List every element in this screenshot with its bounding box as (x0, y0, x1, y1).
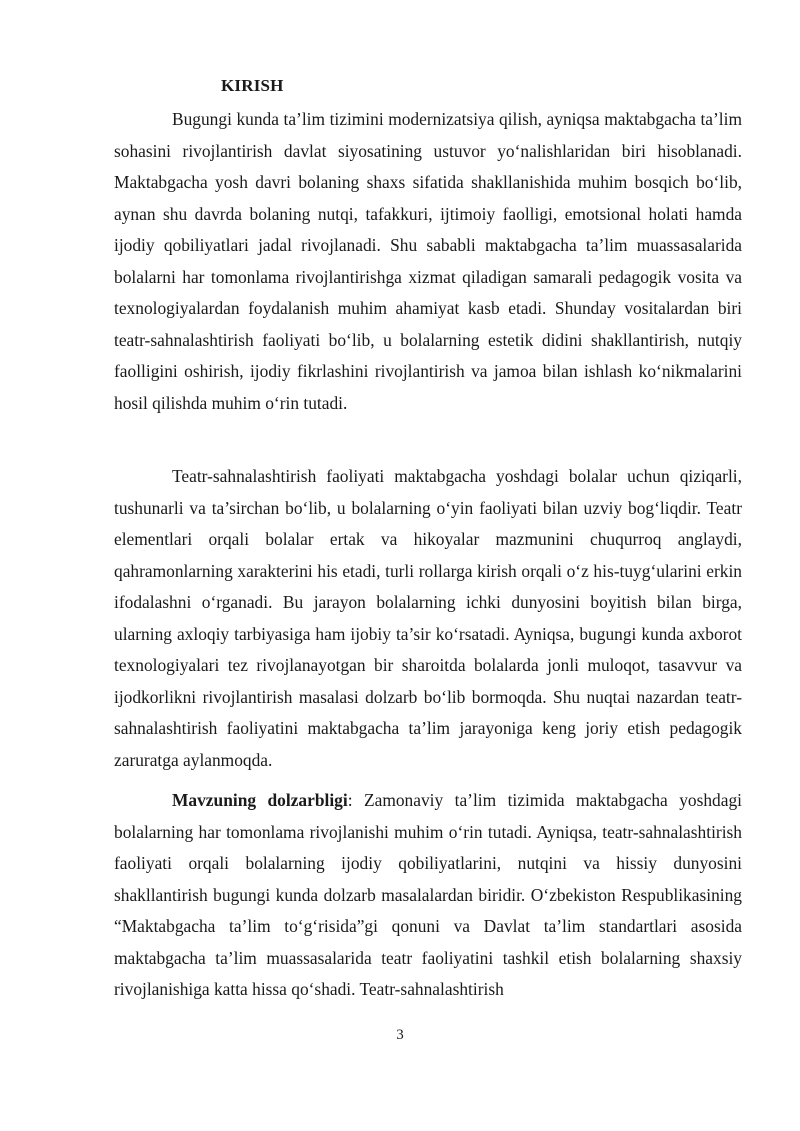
paragraph-lead: Mavzuning dolzarbligi (172, 790, 348, 810)
section-heading: KIRISH (221, 76, 284, 95)
page-number: 3 (396, 1027, 404, 1043)
paragraph-text: : Zamonaviy ta’lim tizimida maktabgacha yoshdagi bolalarning har tomonlama rivojlanishi muhim o‘rin tutadi. Ayniqsa, teatr-sahnalashtirish faoliyati orqali bolalarning ijodiy qobiliyatlarini, nutqini va hissiy dunyosini shakllantirish bugungi kunda dolzarb masalalardan biridir. O‘zbekiston Respublikasining “Maktabgacha ta’lim to‘g‘risida”gi qonuni va Davlat ta’lim standartlari asosida maktabgacha ta’lim muassasalarida teatr faoliyatini tashkil etish bolalarning shaxsiy rivojlanishiga katta hissa qo‘shadi. Teatr-sahnalashtirish (114, 790, 742, 999)
paragraph-relevance (114, 785, 742, 1006)
paragraph-text: Bugungi kunda ta’lim tizimini modernizatsiya qilish, ayniqsa maktabgacha ta’lim sohasini rivojlantirish davlat siyosatining ustuvor yo‘nalishlaridan biri hisoblanadi. Maktabgacha yosh davri bolaning shaxs sifatida shakllanishida muhim bosqich bo‘lib, aynan shu davrda bolaning nutqi, tafakkuri, ijtimoiy faolligi, emotsional holati hamda ijodiy qobiliyatlari jadal rivojlanadi. Shu sababli maktabgacha ta’lim muassasalarida bolalarni har tomonlama rivojlantirishga xizmat qiladigan samarali pedagogik vosita va texnologiyalardan foydalanish muhim ahamiyat kasb etadi. Shunday vositalardan biri teatr-sahnalashtirish faoliyati bo‘lib, u bolalarning estetik didini shakllantirish, nutqiy faolligini oshirish, ijodiy fikrlashini rivojlantirish va jamoa bilan ishlash ko‘nikmalarini hosil qilishda muhim o‘rin tutadi. (114, 109, 742, 413)
paragraph-introduction (114, 104, 742, 419)
paragraph-theatre-activity (114, 461, 742, 776)
paragraph-text: Teatr-sahnalashtirish faoliyati maktabgacha yoshdagi bolalar uchun qiziqarli, tushunarli va ta’sirchan bo‘lib, u bolalarning o‘yin faoliyati bilan uzviy bog‘liqdir. Teatr elementlari orqali bolalar ertak va hikoyalar mazmunini chuqurroq anglaydi, qahramonlarning xarakterini his etadi, turli rollarga kirish orqali o‘z his-tuyg‘ularini erkin ifodalashni o‘rganadi. Bu jarayon bolalarning ichki dunyosini boyitish bilan birga, ularning axloqiy tarbiyasiga ham ijobiy ta’sir ko‘rsatadi. Ayniqsa, bugungi kunda axborot texnologiyalari tez rivojlanayotgan bir sharoitda bolalarda jonli muloqot, tasavvur va ijodkorlikni rivojlantirish masalasi dolzarb bo‘lib bormoqda. Shu nuqtai nazardan teatr-sahnalashtirish faoliyatini maktabgacha ta’lim jarayoniga keng joriy etish pedagogik zaruratga aylanmoqda. (114, 466, 742, 770)
